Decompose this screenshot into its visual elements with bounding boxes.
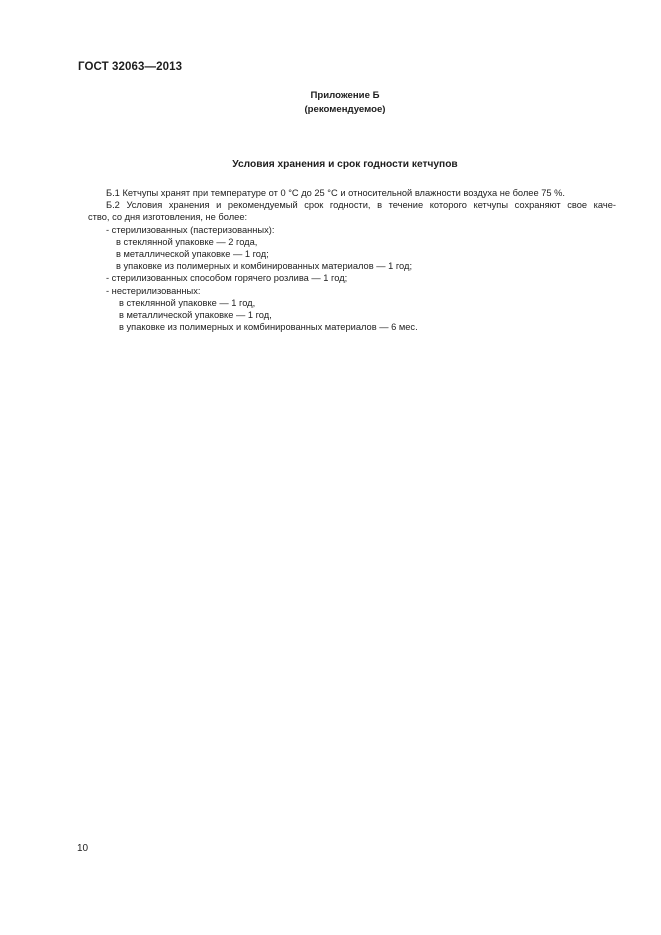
paragraph-b2-line1: Б.2 Условия хранения и рекомендуемый срок годности, в течение которого кетчупы сохраняют свое каче- <box>106 200 616 211</box>
document-code: ГОСТ 32063—2013 <box>78 61 183 73</box>
list-item: в упаковке из полимерных и комбинированных материалов — 6 мес. <box>119 322 418 333</box>
appendix-heading <box>0 89 661 117</box>
list-item: - стерилизованных (пастеризованных): <box>106 224 275 235</box>
list-item: в металлической упаковке — 1 год; <box>116 248 269 259</box>
paragraph-b2-line2: ство, со дня изготовления, не более: <box>88 212 248 223</box>
list-item: в упаковке из полимерных и комбинированных материалов — 1 год; <box>116 261 413 272</box>
list-item: в стеклянной упаковке — 1 год, <box>119 297 256 308</box>
list-item: - стерилизованных способом горячего розлива — 1 год; <box>106 273 348 284</box>
paragraph-b1: Б.1 Кетчупы хранят при температуре от 0 °С до 25 °С и относительной влажности воздуха не более 75 %. <box>106 188 565 198</box>
appendix-status: (рекомендуемое) <box>304 104 386 115</box>
section-title: Условия хранения и срок годности кетчупов <box>232 159 458 170</box>
appendix-title: Приложение Б <box>310 90 380 101</box>
list-item: в стеклянной упаковке — 2 года, <box>116 236 258 247</box>
list-item: в металлической упаковке — 1 год, <box>119 309 272 320</box>
list-item: - нестерилизованных: <box>106 285 201 296</box>
document-body <box>88 187 616 333</box>
page-number: 10 <box>77 843 89 854</box>
